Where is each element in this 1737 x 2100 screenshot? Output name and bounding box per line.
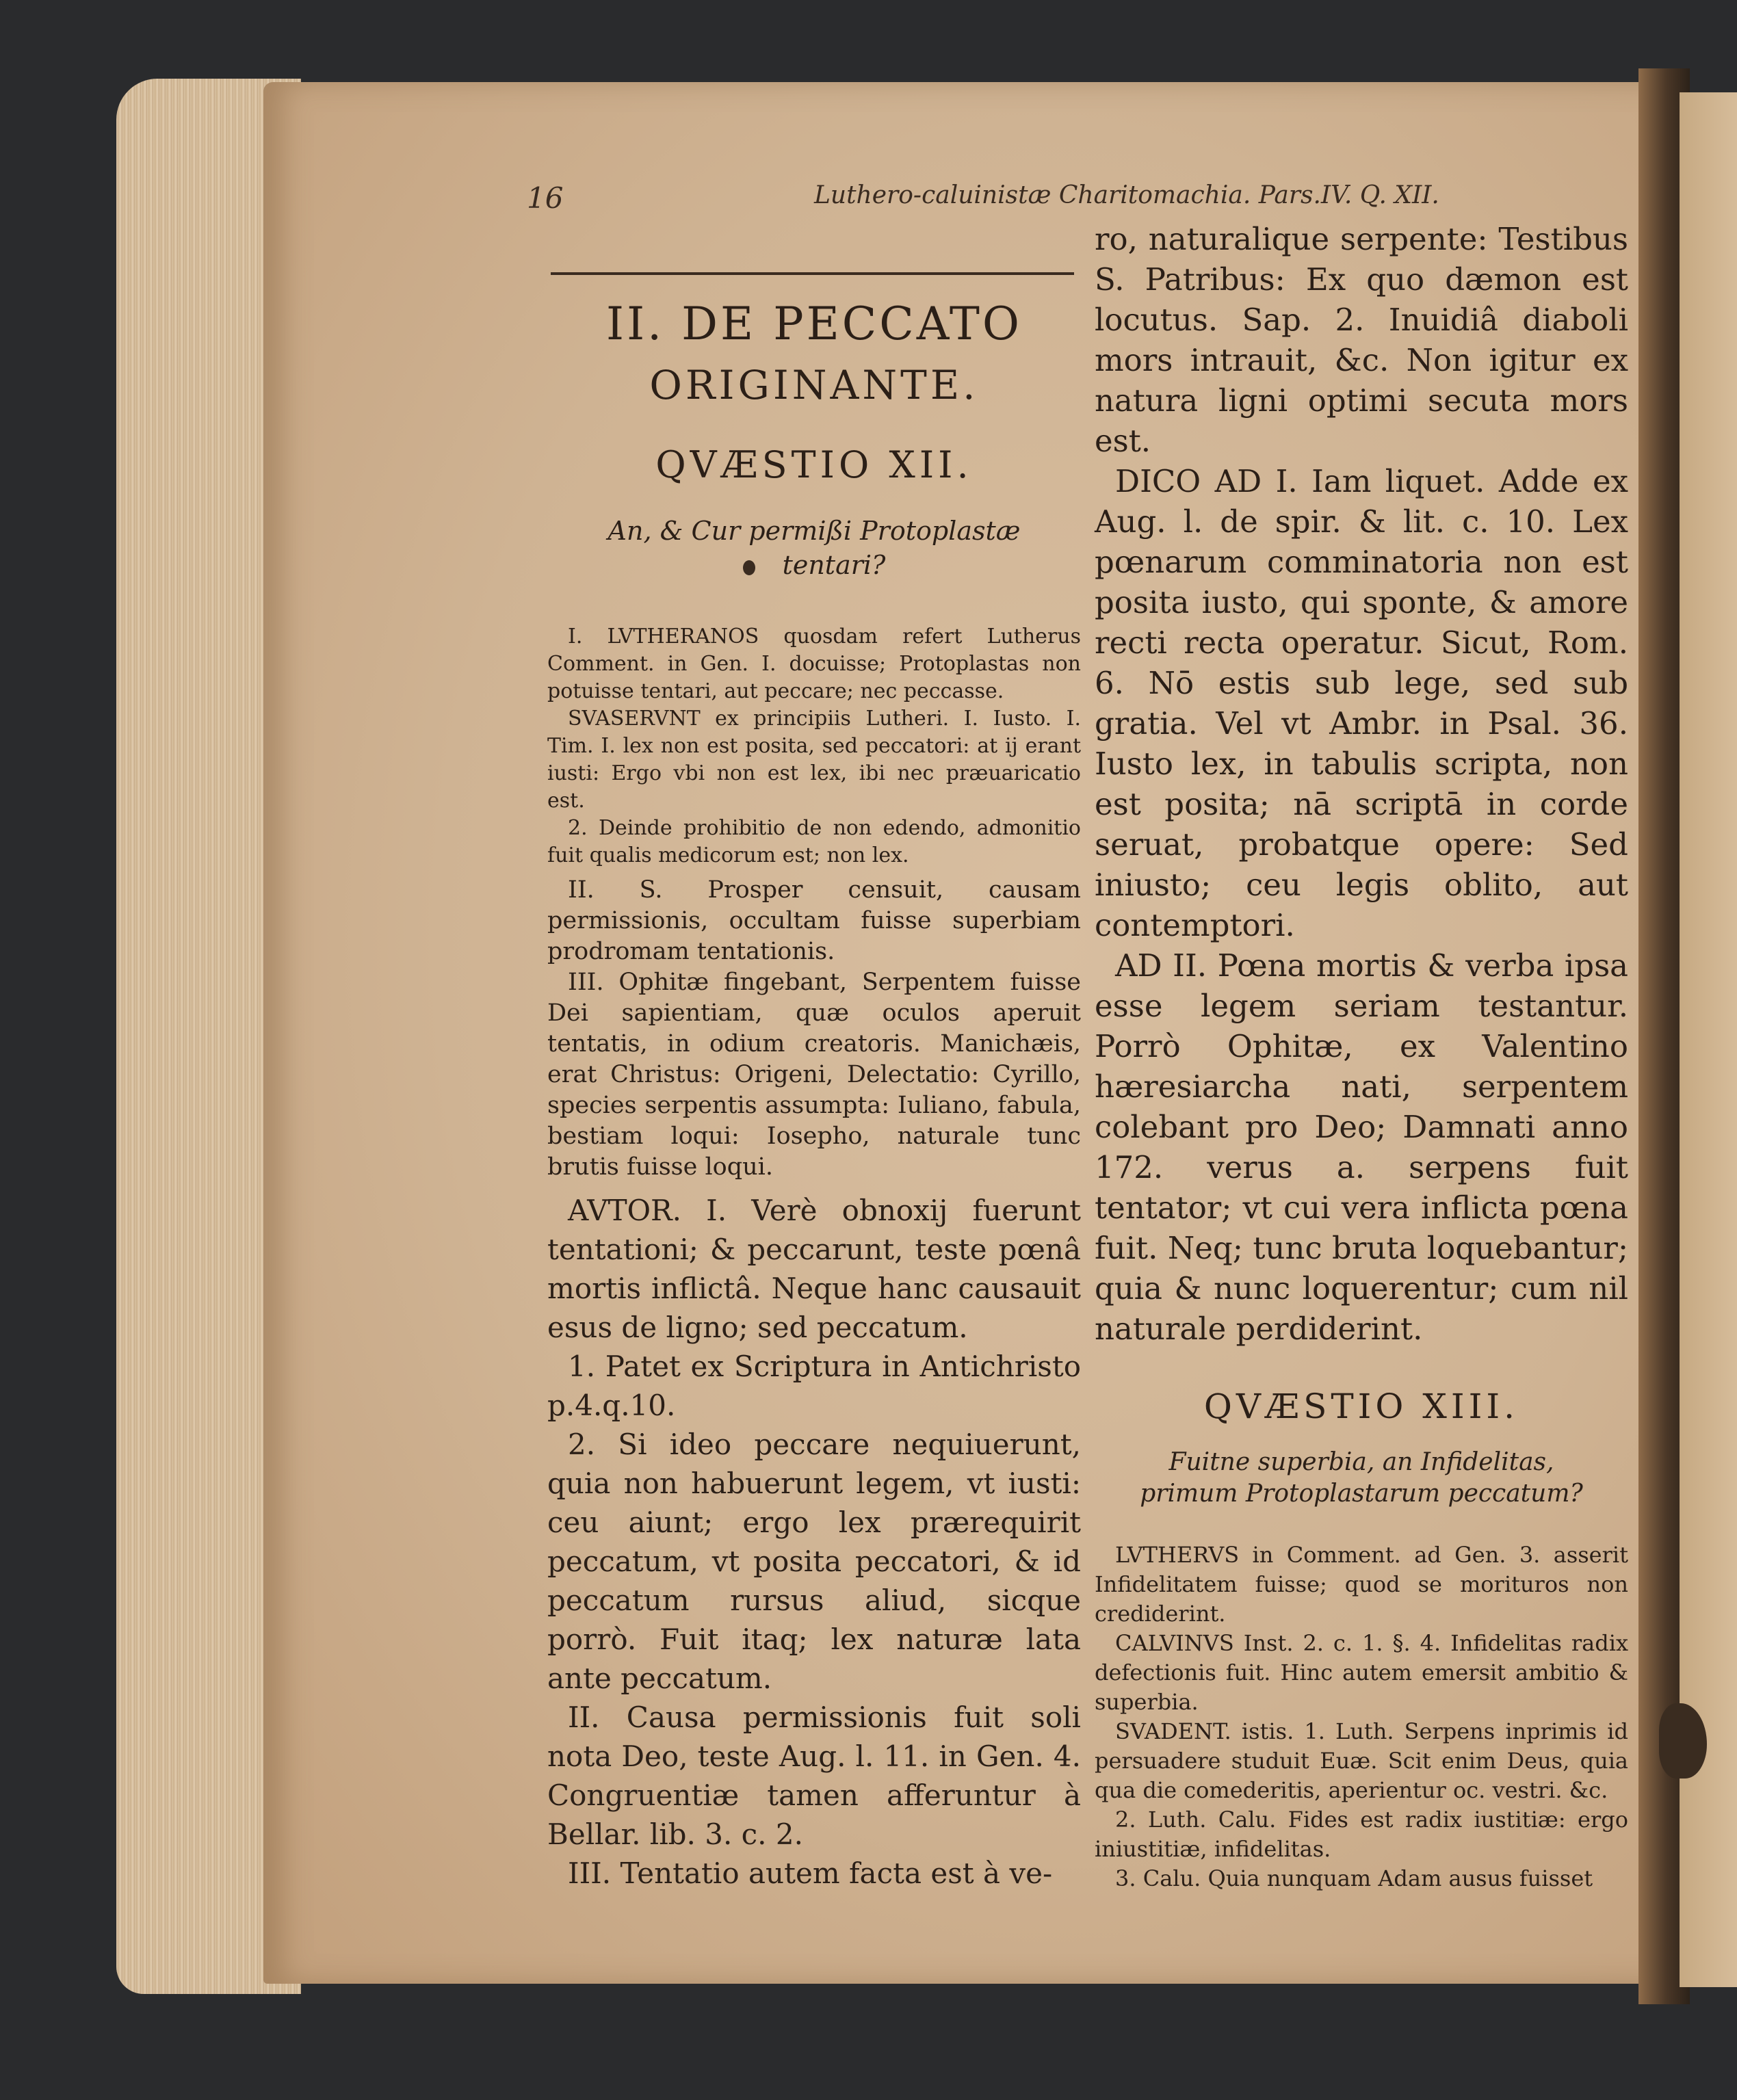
question-subtitle [575,514,1054,582]
ink-dot [743,560,755,575]
facing-page-edge [1680,92,1737,1987]
paragraph-point-1: 1. Patet ex Scriptura in Antichristo p.4.q.10. [547,1350,1081,1422]
section-subtitle: ORIGINANTE. [649,362,979,408]
paragraph-causa: II. Causa permissionis fuit soli nota Deo, teste Aug. l. 11. in Gen. 4. Congruentiæ tamen afferuntur à Bellar. lib. 3. c. 2. [547,1701,1081,1851]
page-header [527,181,1615,220]
paragraph-suaserunt: SVASERVNT ex principiis Lutheri. I. Iusto. I. Tim. I. lex non est posita, sed peccatori: at ij erant iusti: Ergo vbi non est lex, ibi nec præuaricatio est. [547,707,1081,813]
paragraph-luth-calu: 2. Luth. Calu. Fides est radix iustitiæ: ergo iniustitiæ, infidelitas. [1095,1807,1628,1862]
question-subtitle-line-1: An, & Cur permißi Protoplastæ [608,516,1021,546]
question-13-subtitle: Fuitne superbia, an Infidelitas, primum Protoplastarum peccatum? [1140,1448,1583,1508]
left-column [547,287,1081,1893]
paragraph-tentatio: III. Tentatio autem facta est à ve- [568,1856,1053,1890]
paragraph-serpente: ro, naturalique serpente: Testibus S. Patribus: Ex quo dæmon est locutus. Sap. 2. Inuidiâ diaboli mors intrauit, &c. Non igitur ex natura ligni optimi secuta mors est. [1095,221,1628,459]
header-rule [551,272,1074,275]
paragraph-ophitae: III. Ophitæ fingebant, Serpentem fuisse Dei sapientiam, quæ oculos aperuit tentatis, in odium creatoris. Manichæis, erat Christus: Origeni, Delectatio: Cyrillo, species serpentis assumpta: Iuliano, fabula, bestiam loqui: Iosepho, naturale tunc brutis fuisse loqui. [547,969,1081,1181]
paragraph-lutherus: LVTHERVS in Comment. ad Gen. 3. asserit Infidelitatem fuisse; quod se morituros non crediderint. [1095,1542,1628,1627]
paragraph-point-2: 2. Si ideo peccare nequiuerunt, quia non habuerunt legem, vt iusti: ceu aiunt; ergo lex prærequirit peccatum, vt posita peccatori, & id peccatum rursus aliud, sicque porrò. Fuit itaq; lex naturæ lata ante peccatum. [547,1428,1081,1695]
running-head: Luthero-caluinistæ Charitomachia. Pars.IV. Q. XII. [814,181,1439,209]
paragraph-calu: 3. Calu. Quia nunquam Adam ausus fuisset [1115,1865,1593,1891]
right-column [1095,219,1628,1893]
section-title: II. DE PECCATO [606,298,1022,350]
paragraph-prosper: II. S. Prosper censuit, causam permissionis, occultam fuisse superbiam prodromam tentationis. [547,876,1081,965]
question-title: QVÆSTIO XII. [655,443,973,486]
question-subtitle-line-2-text: tentari? [782,550,886,580]
paragraph-autor: AVTOR. I. Verè obnoxij fuerunt tentationi; & peccarunt, teste pœnâ mortis inflictâ. Neque hanc causauit esus de ligno; sed peccatum. [547,1194,1081,1344]
question-subtitle-line-2 [575,548,1054,582]
paragraph-lutheranos: I. LVTHERANOS quosdam refert Lutherus Comment. in Gen. I. docuisse; Protoplastas non potuisse tentari, aut peccare; nec peccasse. [547,625,1081,703]
question-13-title: QVÆSTIO XIII. [1203,1387,1519,1426]
paragraph-prohibitio: 2. Deinde prohibitio de non edendo, admonitio fuit qualis medicorum est; non lex. [547,816,1081,867]
page-number: 16 [527,181,564,215]
paragraph-calvinus: CALVINVS Inst. 2. c. 1. §. 4. Infidelitas radix defectionis fuit. Hinc autem emersit ambitio & superbia. [1095,1630,1628,1715]
paragraph-suadent: SVADENT. istis. 1. Luth. Serpens inprimis id persuadere studuit Euæ. Scit enim Deus, quia qua die comederitis, aperientur oc. vestri. &c. [1095,1718,1628,1803]
paragraph-dico-ad-i: DICO AD I. Iam liquet. Adde ex Aug. l. de spir. & lit. c. 10. Lex pœnarum comminatoria non est posita iusto, qui sponte, & amore recti recta operatur. Sicut, Rom. 6. Nō estis sub lege, sed sub gratia. Vel vt Ambr. in Psal. 36. Iusto lex, in tabulis scripta, non est posita; nā scriptā in corde seruat, probatque opere: Sed iniusto; ceu legis oblito, aut contemptori. [1095,463,1628,943]
paragraph-ad-ii: AD II. Pœna mortis & verba ipsa esse legem seriam testantur. Porrò Ophitæ, ex Valentino hæresiarcha nati, serpentem colebant pro Deo; Damnati anno 172. verus a. serpens fuit tentator; vt cui vera inflicta pœna fuit. Neq; tunc bruta loquebantur; quia & nunc loquerentur; cum nil naturale perdiderint. [1095,947,1628,1347]
